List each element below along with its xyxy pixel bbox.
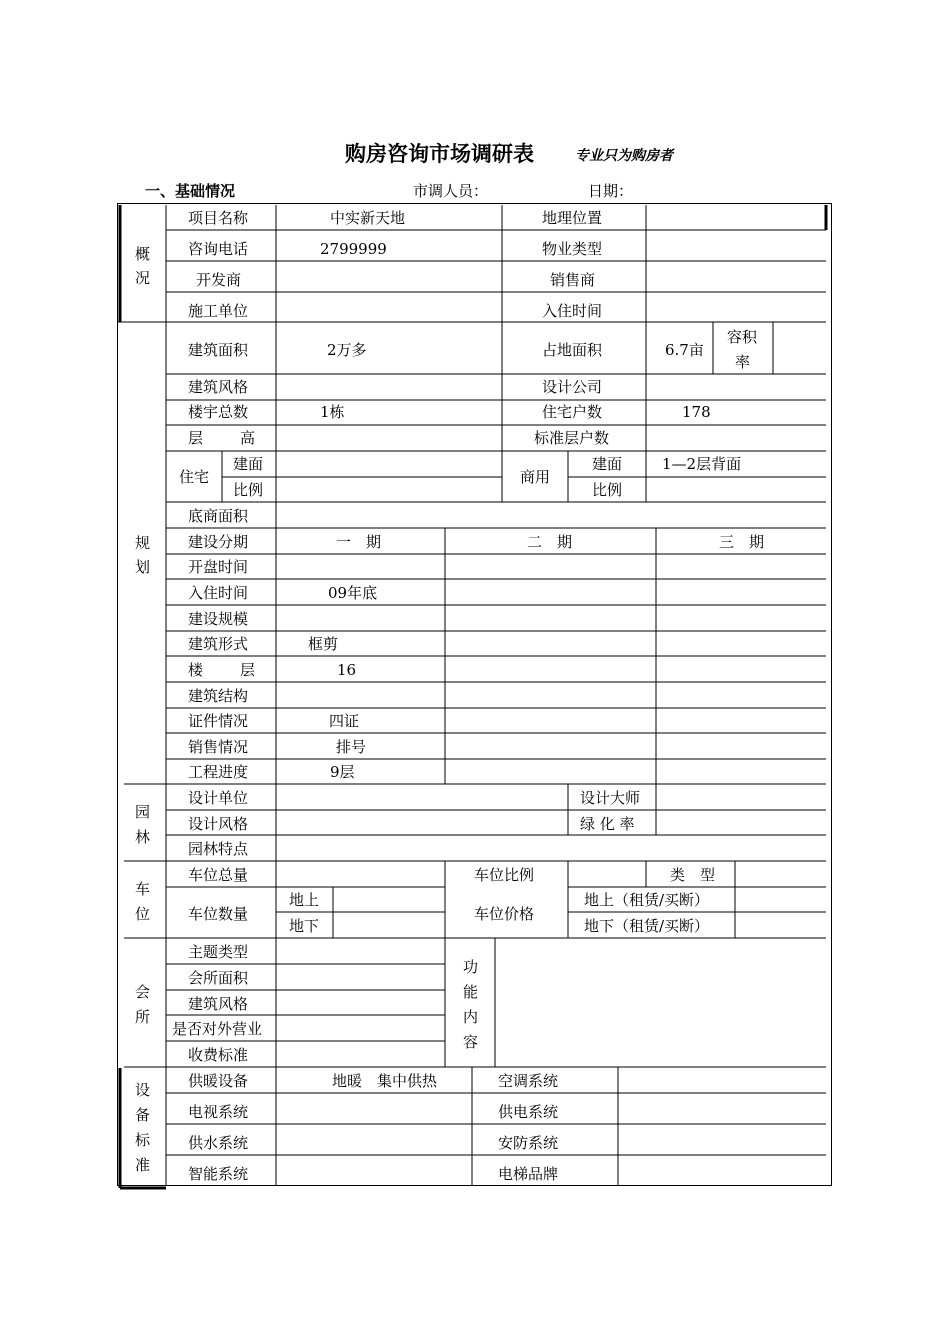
- group-label-yuanlin-2: 林: [135, 828, 151, 846]
- club-function-label-3: 内: [463, 1008, 479, 1026]
- group-label-huisuo-1: 会: [135, 983, 151, 1001]
- location-label: 地理位置: [542, 209, 603, 227]
- design-company-label: 设计公司: [542, 378, 603, 396]
- group-label-shebei-2: 备: [135, 1106, 151, 1124]
- page-title: 购房咨询市场调研表: [345, 142, 534, 166]
- phone-value[interactable]: 2799999: [320, 240, 387, 258]
- move-in-label: 入住时间: [542, 302, 603, 320]
- floors-label-2: 层: [240, 661, 256, 679]
- elevator-label: 电梯品牌: [498, 1165, 559, 1183]
- progress-value[interactable]: 9层: [330, 763, 355, 781]
- parking-price-label: 车位价格: [474, 905, 535, 923]
- date-label: 日期：: [588, 182, 634, 200]
- heating-label: 供暖设备: [188, 1072, 249, 1090]
- scale-label: 建设规模: [188, 610, 249, 628]
- group-label-shebei-1: 设: [135, 1081, 151, 1099]
- water-label: 供水系统: [188, 1134, 249, 1152]
- phase-move-in-value[interactable]: 09年底: [328, 584, 378, 602]
- phone-label: 咨询电话: [188, 240, 249, 258]
- tv-label: 电视系统: [188, 1103, 249, 1121]
- phase-label: 建设分期: [188, 533, 249, 551]
- residential-label: 住宅: [179, 468, 210, 486]
- seller-label: 销售商: [550, 271, 596, 289]
- shop-area-label: 底商面积: [188, 507, 249, 525]
- builder-label: 施工单位: [188, 302, 249, 320]
- group-label-gaikuang-1: 概: [135, 245, 151, 263]
- project-name-label: 项目名称: [188, 209, 249, 227]
- parking-above-label: 地上: [289, 891, 320, 909]
- smart-label: 智能系统: [188, 1165, 249, 1183]
- phase-move-in-label: 入住时间: [188, 584, 249, 602]
- group-label-huisuo-2: 所: [135, 1008, 151, 1026]
- parking-above-price-label: 地上（租赁/买断）: [584, 891, 710, 909]
- group-label-gaikuang-2: 况: [135, 269, 151, 287]
- cert-value[interactable]: 四证: [329, 712, 360, 730]
- garden-style-label: 设计风格: [188, 815, 249, 833]
- parking-type-label: 类 型: [670, 866, 716, 884]
- building-count-label: 楼宇总数: [188, 403, 249, 421]
- heating-value[interactable]: 地暖 集中供热: [332, 1072, 438, 1090]
- res-ratio-label: 比例: [233, 481, 264, 499]
- club-area-label: 会所面积: [188, 969, 249, 987]
- form-label: 建筑形式: [188, 635, 249, 653]
- club-open-label: 是否对外营业: [172, 1020, 263, 1038]
- parking-count-label: 车位数量: [188, 905, 249, 923]
- surveyor-label: 市调人员：: [413, 182, 489, 200]
- cert-label: 证件情况: [188, 712, 249, 730]
- group-label-guihua-2: 划: [135, 558, 151, 576]
- club-function-label-1: 功: [463, 958, 479, 976]
- open-time-label: 开盘时间: [188, 558, 249, 576]
- structure-label: 建筑结构: [188, 687, 249, 705]
- build-area-value[interactable]: 2万多: [327, 341, 367, 359]
- project-name-value[interactable]: 中实新天地: [330, 209, 406, 227]
- parking-total-label: 车位总量: [188, 866, 249, 884]
- phase-2-header: 二 期: [527, 533, 573, 551]
- page-subtitle: 专业只为购房者: [575, 148, 673, 164]
- security-label: 安防系统: [498, 1134, 559, 1152]
- developer-label: 开发商: [196, 271, 242, 289]
- sales-value[interactable]: 排号: [336, 738, 367, 756]
- group-label-chewei-1: 车: [135, 880, 151, 898]
- green-rate-label: 绿 化 率: [580, 815, 635, 833]
- com-ratio-label: 比例: [592, 481, 623, 499]
- com-area-value[interactable]: 1—2层背面: [662, 455, 742, 473]
- std-floor-label: 标准层户数: [534, 429, 610, 447]
- club-fee-label: 收费标准: [188, 1046, 249, 1064]
- floors-label-1: 楼: [188, 661, 204, 679]
- parking-below-label: 地下: [289, 917, 320, 935]
- property-type-label: 物业类型: [542, 240, 603, 258]
- build-style-label: 建筑风格: [188, 378, 249, 396]
- phase-1-header: 一 期: [336, 533, 382, 551]
- land-area-value[interactable]: 6.7亩: [665, 341, 704, 359]
- floors-value[interactable]: 16: [337, 661, 357, 679]
- building-count-value[interactable]: 1栋: [320, 403, 345, 421]
- parking-ratio-label: 车位比例: [474, 866, 535, 884]
- garden-master-label: 设计大师: [580, 789, 641, 807]
- sales-label: 销售情况: [188, 738, 249, 756]
- households-label: 住宅户数: [542, 403, 603, 421]
- land-area-label: 占地面积: [542, 341, 603, 359]
- garden-design-unit-label: 设计单位: [188, 789, 249, 807]
- group-label-guihua-1: 规: [135, 534, 151, 552]
- res-area-label: 建面: [233, 455, 264, 473]
- com-area-label: 建面: [592, 455, 623, 473]
- ac-label: 空调系统: [498, 1072, 559, 1090]
- form-value[interactable]: 框剪: [308, 635, 339, 653]
- garden-feature-label: 园林特点: [188, 840, 249, 858]
- plot-ratio-label-1: 容积: [727, 328, 758, 346]
- group-label-shebei-3: 标: [135, 1131, 151, 1149]
- households-value[interactable]: 178: [682, 403, 711, 421]
- power-label: 供电系统: [498, 1103, 559, 1121]
- club-function-label-4: 容: [463, 1033, 479, 1051]
- club-theme-label: 主题类型: [188, 943, 249, 961]
- group-label-yuanlin-1: 园: [135, 803, 151, 821]
- parking-below-price-label: 地下（租赁/买断）: [584, 917, 710, 935]
- section-heading: 一、基础情况: [145, 182, 236, 200]
- group-label-chewei-2: 位: [135, 905, 151, 923]
- club-function-label-2: 能: [463, 983, 479, 1001]
- floor-height-label-1: 层: [188, 429, 204, 447]
- plot-ratio-label-2: 率: [735, 353, 751, 371]
- group-label-shebei-4: 准: [135, 1156, 151, 1174]
- floor-height-label-2: 高: [240, 429, 256, 447]
- commercial-label: 商用: [520, 468, 551, 486]
- progress-label: 工程进度: [188, 763, 249, 781]
- phase-3-header: 三 期: [719, 533, 765, 551]
- build-area-label: 建筑面积: [188, 341, 249, 359]
- club-style-label: 建筑风格: [188, 995, 249, 1013]
